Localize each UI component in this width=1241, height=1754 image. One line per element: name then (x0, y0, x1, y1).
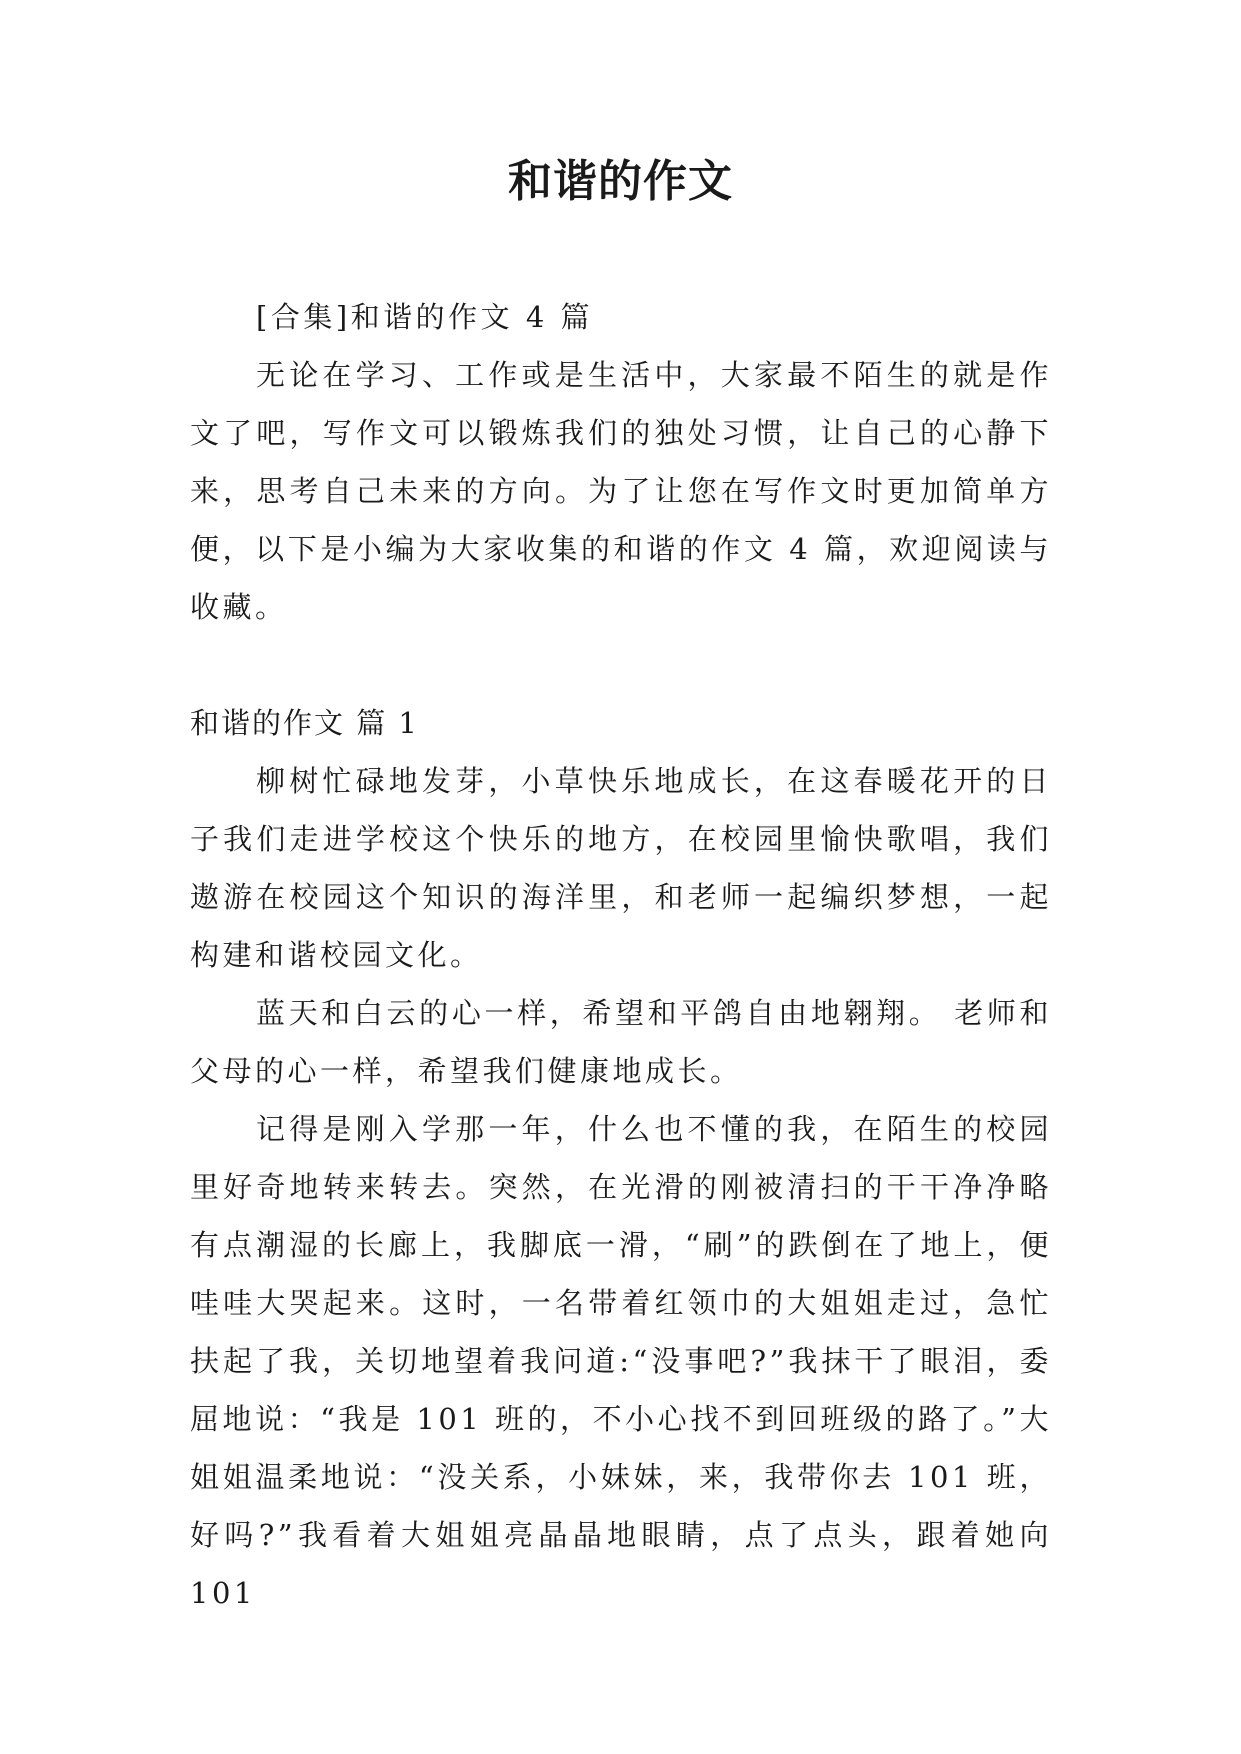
body-paragraph: 蓝天和白云的心一样，希望和平鸽自由地翱翔。 老师和父母的心一样，希望我们健康地成长。 (190, 996, 1052, 1088)
body-paragraph: 柳树忙碌地发芽，小草快乐地成长，在这春暖花开的日子我们走进学校这个快乐的地方，在校园里愉快歌唱，我们遨游在校园这个知识的海洋里，和老师一起编织梦想，一起构建和谐校园文化。 (190, 764, 1052, 972)
body-paragraph: 记得是刚入学那一年，什么也不懂的我，在陌生的校园里好奇地转来转去。突然，在光滑的刚被清扫的干干净净略有点潮湿的长廊上，我脚底一滑，“刷”的跌倒在了地上，便哇哇大哭起来。这时，一名带着红领巾的大姐姐走过，急忙扶起了我，关切地望着我问道:“没事吧?”我抹干了眼泪，委屈地说：“我是 101 班的，不小心找不到回班级的路了。”大姐姐温柔地说：“没关系，小妹妹，来，我带你去 101 班，好吗?”我看着大姐姐亮晶晶地眼睛，点了点头，跟着她向 101 (190, 1112, 1052, 1610)
document-title: 和谐的作文 (508, 156, 733, 207)
intro-paragraph: 无论在学习、工作或是生活中，大家最不陌生的就是作文了吧，写作文可以锻炼我们的独处习惯，让自己的心静下来，思考自己未来的方向。为了让您在写作文时更加简单方便，以下是小编为大家收集的和谐的作文 4 篇，欢迎阅读与收藏。 (190, 358, 1052, 624)
document-body (190, 288, 1052, 1622)
section-heading: 和谐的作文 篇 1 (190, 706, 419, 740)
section-spacer (190, 636, 1052, 694)
collection-line: [合集]和谐的作文 4 篇 (256, 300, 594, 334)
